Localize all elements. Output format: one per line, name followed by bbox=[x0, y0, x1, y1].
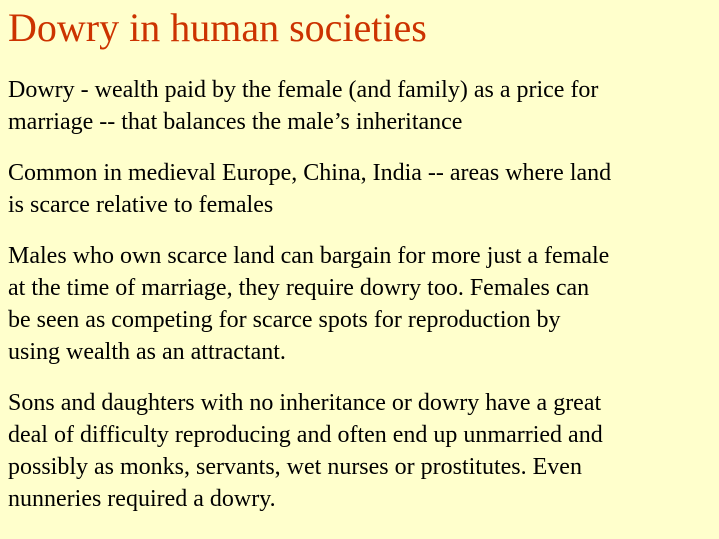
paragraph-land-bargaining: Males who own scarce land can bargain for more just a female at the time of marriage, they require dowry too. Females can be seen as competing for scarce spots for reproduction by using wealth as an attractant. bbox=[8, 243, 610, 365]
slide-body bbox=[8, 74, 713, 534]
paragraph-where-common: Common in medieval Europe, China, India -- areas where land is scarce relative to females bbox=[8, 160, 612, 218]
paragraph-consequences: Sons and daughters with no inheritance or dowry have a great deal of difficulty reproducing and often end up unmarried and possibly as monks, servants, wet nurses or prostitutes. Even nunneries required a dowry. bbox=[8, 390, 603, 512]
slide-title: Dowry in human societies bbox=[8, 5, 427, 50]
paragraph-dowry-definition: Dowry - wealth paid by the female (and family) as a price for marriage -- that balances the male’s inheritance bbox=[8, 77, 599, 135]
